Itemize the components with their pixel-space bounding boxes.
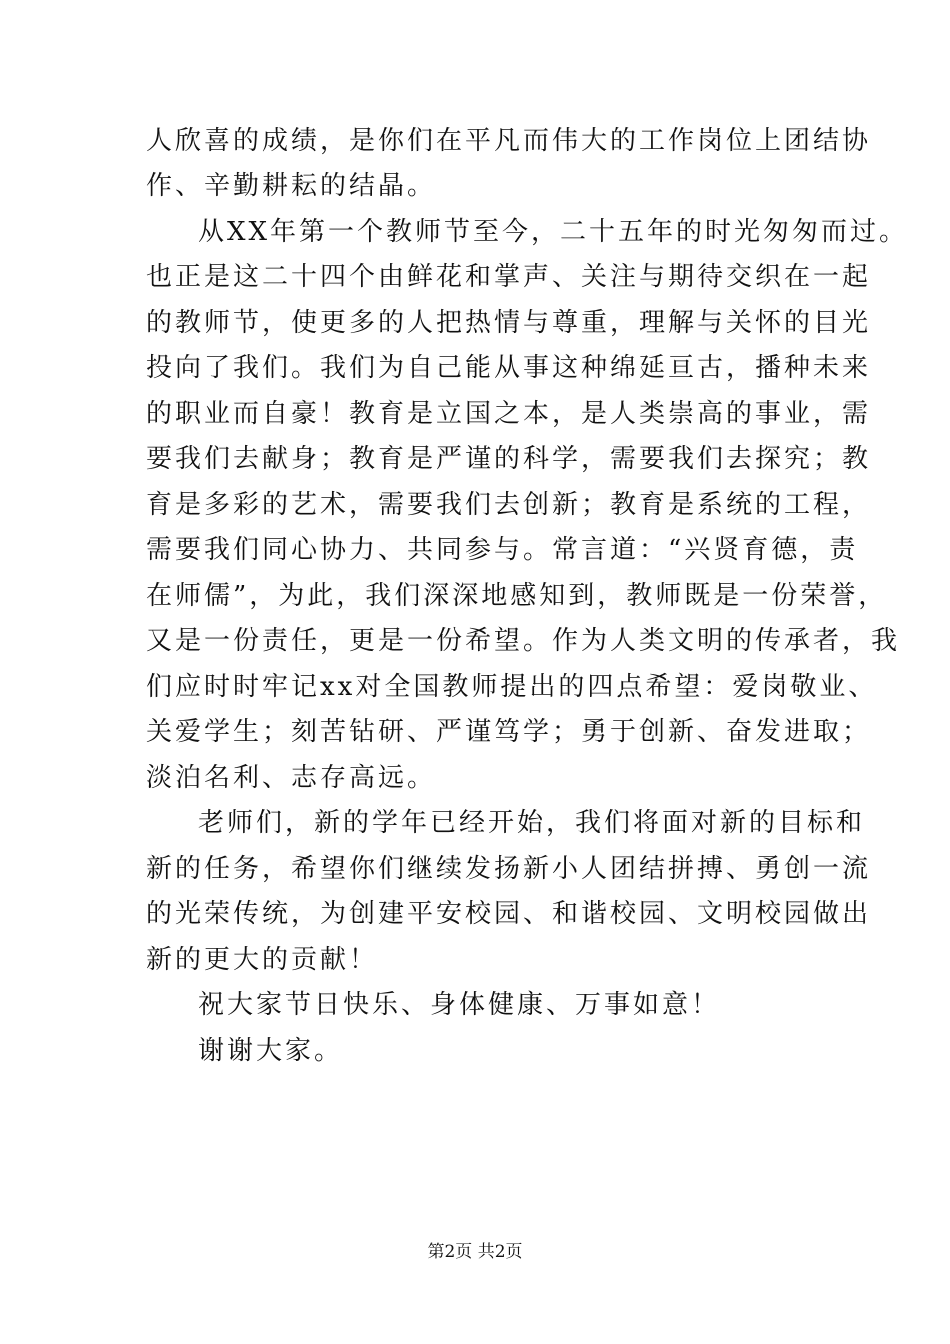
text-line: 的光荣传统，为创建平安校园、和谐校园、文明校园做出	[146, 899, 872, 929]
paragraph-start-line: 从XX年第一个教师节至今，二十五年的时光匆匆而过。	[198, 217, 909, 247]
text-line: 作、辛勤耕耘的结晶。	[146, 171, 437, 201]
text-line: 新的任务，希望你们继续发扬新小人团结拼搏、勇创一流	[146, 854, 872, 884]
text-line: 淡泊名利、志存高远。	[146, 763, 437, 793]
text-line: 育是多彩的艺术，需要我们去创新；教育是系统的工程，	[146, 490, 872, 520]
paragraph-start-line: 谢谢大家。	[198, 1036, 344, 1066]
text-line: 人欣喜的成绩，是你们在平凡而伟大的工作岗位上团结协	[146, 126, 872, 156]
text-line: 投向了我们。我们为自己能从事这种绵延亘古，播种未来	[146, 353, 872, 383]
page-number-footer: 第2页 共2页	[427, 1242, 523, 1262]
text-line: 关爱学生；刻苦钻研、严谨笃学；勇于创新、奋发进取；	[146, 717, 872, 747]
text-line: 要我们去献身；教育是严谨的科学，需要我们去探究；教	[146, 444, 872, 474]
text-line: 在师儒”，为此，我们深深地感知到，教师既是一份荣誉，	[146, 581, 888, 611]
text-line: 的教师节，使更多的人把热情与尊重，理解与关怀的目光	[146, 308, 872, 338]
paragraph-start-line: 祝大家节日快乐、身体健康、万事如意！	[198, 990, 721, 1020]
text-line: 也正是这二十四个由鲜花和掌声、关注与期待交织在一起	[146, 262, 872, 292]
text-line: 新的更大的贡献！	[146, 945, 379, 975]
paragraph-start-line: 老师们，新的学年已经开始，我们将面对新的目标和	[198, 808, 866, 838]
text-line: 的职业而自豪！教育是立国之本，是人类崇高的事业，需	[146, 399, 872, 429]
text-line: 需要我们同心协力、共同参与。常言道：“兴贤育德，责	[146, 535, 859, 565]
text-line: 们应时时牢记xx对全国教师提出的四点希望：爱岗敬业、	[146, 672, 878, 702]
text-line: 又是一份责任，更是一份希望。作为人类文明的传承者，我	[146, 626, 901, 656]
